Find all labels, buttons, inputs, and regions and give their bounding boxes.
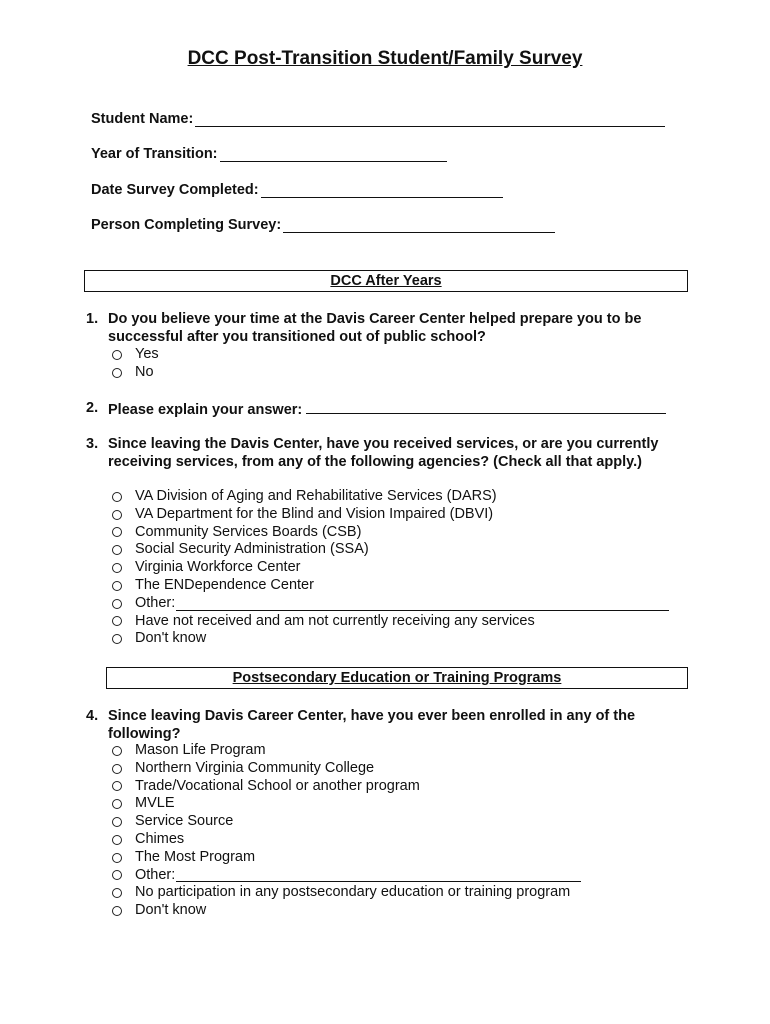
person-completing-field[interactable] <box>91 217 555 233</box>
radio-icon[interactable] <box>112 764 122 774</box>
question-2-number: 2. <box>86 400 99 416</box>
date-survey-completed-label: Date Survey Completed: <box>91 182 259 198</box>
option-mvle[interactable] <box>111 795 581 813</box>
section-dcc-after-years <box>84 270 688 292</box>
question-3-number: 3. <box>86 436 99 452</box>
option-label: Service Source <box>135 813 234 830</box>
radio-icon[interactable] <box>112 781 122 791</box>
option-most-program[interactable] <box>111 849 581 867</box>
option-label: The ENDependence Center <box>135 576 314 593</box>
other-fill-line[interactable] <box>176 868 581 882</box>
person-completing-line[interactable] <box>283 218 555 233</box>
option-dont-know-postsecondary[interactable] <box>111 902 581 920</box>
radio-icon[interactable] <box>112 634 122 644</box>
option-label: Have not received and am not currently receiving any services <box>135 612 535 629</box>
question-4-number: 4. <box>86 708 99 724</box>
year-of-transition-line[interactable] <box>220 147 447 162</box>
date-survey-completed-line[interactable] <box>261 183 503 198</box>
radio-icon[interactable] <box>112 817 122 827</box>
section-dcc-after-years-title: DCC After Years <box>330 273 442 289</box>
option-label: VA Department for the Blind and Vision Impaired (DBVI) <box>135 505 494 522</box>
question-1-number: 1. <box>86 311 99 327</box>
option-label: Trade/Vocational School or another program <box>135 777 420 794</box>
question-2-text: Please explain your answer: <box>108 402 303 418</box>
option-label: Other: <box>135 866 176 883</box>
question-1-options <box>111 346 159 382</box>
option-label: Northern Virginia Community College <box>135 759 375 776</box>
other-fill-line[interactable] <box>176 597 669 611</box>
radio-icon[interactable] <box>112 906 122 916</box>
option-label: Yes <box>135 346 159 362</box>
option-trade-school[interactable] <box>111 778 581 796</box>
option-label: MVLE <box>135 795 175 812</box>
radio-icon[interactable] <box>112 870 122 880</box>
explain-answer-line[interactable] <box>306 399 666 414</box>
option-label: No participation in any postsecondary education or training program <box>135 884 571 901</box>
radio-icon[interactable] <box>112 835 122 845</box>
option-other-postsecondary[interactable] <box>111 867 581 885</box>
option-not-received[interactable] <box>111 613 669 631</box>
radio-icon[interactable] <box>112 368 122 378</box>
question-4 <box>86 707 686 743</box>
radio-icon[interactable] <box>112 888 122 898</box>
option-no-participation[interactable] <box>111 884 581 902</box>
option-mason-life[interactable] <box>111 742 581 760</box>
option-service-source[interactable] <box>111 813 581 831</box>
option-label: VA Division of Aging and Rehabilitative Services (DARS) <box>135 488 497 504</box>
option-yes[interactable] <box>111 346 159 364</box>
question-2-row <box>108 399 686 419</box>
option-label: Chimes <box>135 830 185 847</box>
option-dbvi[interactable] <box>111 506 669 524</box>
option-workforce-center[interactable] <box>111 559 669 577</box>
student-name-line[interactable] <box>195 112 665 127</box>
radio-icon[interactable] <box>112 545 122 555</box>
question-3 <box>86 435 686 471</box>
question-3-text: Since leaving the Davis Center, have you received services, or are you currently receiving services, from any of the following agencies? (Check all that apply.) <box>108 436 659 470</box>
option-label: The Most Program <box>135 848 256 865</box>
radio-icon[interactable] <box>112 746 122 756</box>
option-chimes[interactable] <box>111 831 581 849</box>
student-name-field[interactable] <box>91 111 665 127</box>
question-2 <box>86 399 686 419</box>
option-label: No <box>135 363 154 380</box>
option-dars[interactable] <box>111 488 669 506</box>
section-postsecondary <box>106 667 688 689</box>
option-ssa[interactable] <box>111 541 669 559</box>
question-4-options <box>111 742 581 920</box>
radio-icon[interactable] <box>112 510 122 520</box>
student-name-label: Student Name: <box>91 111 194 127</box>
year-of-transition-label: Year of Transition: <box>91 146 218 162</box>
option-label: Other: <box>135 594 176 611</box>
question-1 <box>86 310 686 346</box>
option-label: Virginia Workforce Center <box>135 559 301 576</box>
radio-icon[interactable] <box>112 527 122 537</box>
date-survey-completed-field[interactable] <box>91 182 503 198</box>
radio-icon[interactable] <box>112 581 122 591</box>
option-label: Community Services Boards (CSB) <box>135 523 362 540</box>
option-label: Social Security Administration (SSA) <box>135 541 369 558</box>
question-3-options <box>111 488 669 648</box>
option-label: Don't know <box>135 630 207 647</box>
radio-icon[interactable] <box>112 350 122 360</box>
radio-icon[interactable] <box>112 599 122 609</box>
radio-icon[interactable] <box>112 563 122 573</box>
option-endependence-center[interactable] <box>111 577 669 595</box>
question-4-text: Since leaving Davis Career Center, have you ever been enrolled in any of the following? <box>108 708 636 742</box>
option-other[interactable] <box>111 595 669 613</box>
radio-icon[interactable] <box>112 492 122 502</box>
page-title: DCC Post-Transition Student/Family Survey <box>187 48 583 69</box>
option-csb[interactable] <box>111 524 669 542</box>
question-1-text: Do you believe your time at the Davis Career Center helped prepare you to be successful after you transitioned out of public school? <box>108 311 642 345</box>
year-of-transition-field[interactable] <box>91 146 447 162</box>
person-completing-label: Person Completing Survey: <box>91 217 282 233</box>
option-label: Don't know <box>135 902 207 919</box>
option-nvcc[interactable] <box>111 760 581 778</box>
section-postsecondary-title: Postsecondary Education or Training Programs <box>232 670 562 686</box>
option-dont-know[interactable] <box>111 630 669 648</box>
radio-icon[interactable] <box>112 616 122 626</box>
radio-icon[interactable] <box>112 853 122 863</box>
option-no[interactable] <box>111 364 159 382</box>
radio-icon[interactable] <box>112 799 122 809</box>
option-label: Mason Life Program <box>135 742 266 758</box>
